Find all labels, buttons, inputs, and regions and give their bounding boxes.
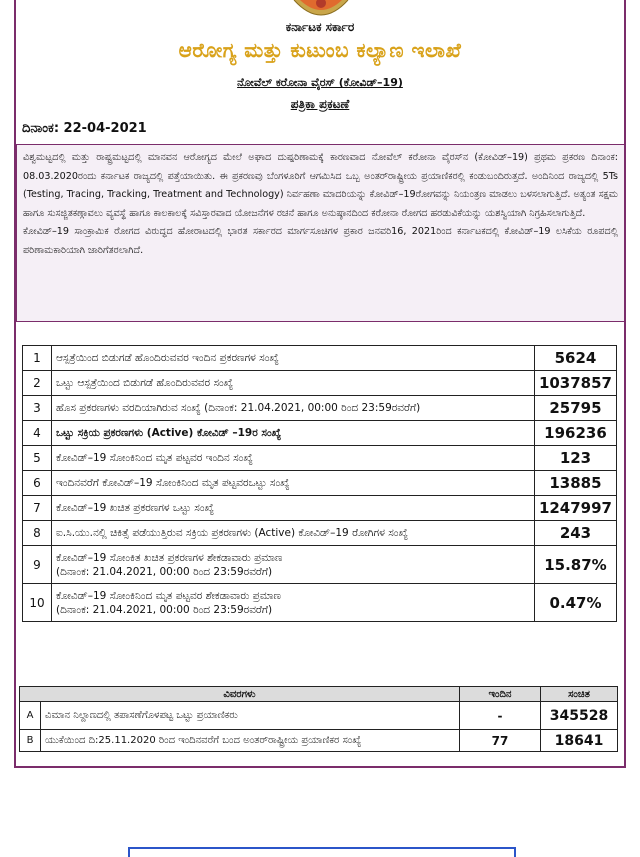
- press-release-title: [0, 97, 640, 112]
- karnataka-emblem-icon: [290, 0, 352, 20]
- row-description-line: ಕೋವಿಡ್–19 ಸೋಂಕಿತ ಖಚಿತ ಪ್ರಕರಣಗಳ ಶೇಕಡಾವಾರು ಪ್ರಮಾಣ: [56, 551, 283, 564]
- subject-text: ನೋವೆಲ್ ಕರೋನಾ ವೈರಸ್ (ಕೋವಿಡ್–19): [237, 76, 403, 89]
- row-value: 196236: [534, 421, 616, 446]
- row-number: 10: [23, 584, 52, 622]
- table-row: [23, 471, 617, 496]
- table-row: [23, 371, 617, 396]
- intro-paragraph: ವಿಶ್ವಮಟ್ಟದಲ್ಲಿ ಮತ್ತು ರಾಷ್ಟ್ರಮಟ್ಟದಲ್ಲಿ ಮಾನವನ ಆರೋಗ್ಯದ ಮೇಲೆ ಅಘಾದ ದುಷ್ಪರಿಣಾಮಕ್ಕೆ ಕಾರಣವಾದ ನೋವೆಲ್ ಕರೋನಾ ವೈರಸ್‌ನ (ಕೋವಿಡ್–19) ಪ್ರಥಮ ಪ್ರಕರಣ ದಿನಾಂಕ: 08.03.2020ರಂದು ಕರ್ನಾಟಕ ರಾಜ್ಯದಲ್ಲಿ ಪತ್ತೆಯಾಯಿತು. ಈ ಪ್ರಕರಣವು ಬೆಂಗಳೂರಿಗೆ ಆಗಮಿಸಿದ ಒಬ್ಬ ಅಂತರ್‌ರಾಷ್ಟ್ರೀಯ ಪ್ರಯಾಣಿಕರಲ್ಲಿ ಕಂಡುಬಂದಿರುತ್ತದೆ. ಅಂದಿನಿಂದ ರಾಜ್ಯದಲ್ಲಿ 5Ts (Testing, Tracing, Tracking, Treatment and Technology) ನಿರ್ವಹಣಾ ಮಾದರಿಯನ್ನು ಕೋವಿಡ್–19ರೋಗವನ್ನು ನಿಯಂತ್ರಣ ಮಾಡಲು ಬಳಸಲಾಗುತ್ತಿದೆ. ಅತ್ಯಂತ ಸಕ್ಷಮ ಹಾಗೂ ಸುಸಜ್ಜಿತಕಣ್ಗಾವಲು ವ್ಯವಸ್ಥೆ ಹಾಗೂ ಕಾಲಕಾಲಕ್ಕೆ ಸವಿಸ್ತಾರವಾದ ಯೋಜನೆಗಳ ರಚನೆ ಹಾಗೂ ಅನುಷ್ಠಾನದಿಂದ ಕರೋನಾ ರೋಗದ ಹರಡುವಿಕೆಯನ್ನು ಯಶಸ್ವಿಯಾಗಿ ನಿಗ್ರಹಿಸಲಾಗುತ್ತಿದೆ.: [23, 152, 618, 219]
- row-value: 243: [534, 521, 616, 546]
- release-date: ದಿನಾಂಕ: 22-04-2021: [22, 121, 147, 136]
- row-letter: A: [20, 702, 41, 730]
- table-row: [23, 396, 617, 421]
- row-number: 9: [23, 546, 52, 584]
- row-description-date: (ದಿನಾಂಕ: 21.04.2021, 00:00 ರಿಂದ 23:59ರವರೆಗೆ): [56, 565, 273, 578]
- table-row: [23, 584, 617, 622]
- row-value: 15.87%: [534, 546, 616, 584]
- table-row: [23, 346, 617, 371]
- table-header-row: [20, 687, 618, 702]
- intro-paragraph: ಕೋವಿಡ್–19 ಸಾಂಕ್ರಾಮಿಕ ರೋಗದ ವಿರುದ್ಧದ ಹೋರಾಟದಲ್ಲಿ ಭಾರತ ಸರ್ಕಾರದ ಮಾರ್ಗಸೂಚಿಗಳ ಪ್ರಕಾರ ಜನವರಿ16, 2021ರಿಂದ ಕರ್ನಾಟಕದಲ್ಲಿ ಕೋವಿಡ್–19 ಲಸಿಕೆಯ ರೂಪದಲ್ಲಿ ಪರಿಣಾಮಕಾರಿಯಾಗಿ ಜಾರಿಗೆತರಲಾಗಿದೆ.: [23, 226, 618, 256]
- row-number: 4: [23, 421, 52, 446]
- header-today: ಇಂದಿನ: [460, 687, 541, 702]
- row-description: ಐ.ಸಿ.ಯು.ನಲ್ಲಿ ಚಿಕಿತ್ಸೆ ಪಡೆಯುತ್ತಿರುವ ಸಕ್ರಿಯ ಪ್ರಕರಣಗಳು (Active) ಕೋವಿಡ್–19 ರೋಗಿಗಳ ಸಂಖ್ಯೆ: [52, 521, 535, 546]
- table-row: [20, 730, 618, 752]
- row-value: 5624: [534, 346, 616, 371]
- row-description: [52, 546, 535, 584]
- row-description: ಹೊಸ ಪ್ರಕರಣಗಳು ವರದಿಯಾಗಿರುವ ಸಂಖ್ಯೆ (ದಿನಾಂಕ: 21.04.2021, 00:00 ರಿಂದ 23:59ರವರೆಗೆ): [52, 396, 535, 421]
- row-value: 1037857: [534, 371, 616, 396]
- row-value: 13885: [534, 471, 616, 496]
- row-value: 1247997: [534, 496, 616, 521]
- row-number: 8: [23, 521, 52, 546]
- table-row: [23, 496, 617, 521]
- table-row: [23, 521, 617, 546]
- row-today: 77: [460, 730, 541, 752]
- covid-stats-table: [22, 345, 617, 622]
- row-number: 5: [23, 446, 52, 471]
- row-value: 25795: [534, 396, 616, 421]
- row-today: -: [460, 702, 541, 730]
- row-total: 18641: [541, 730, 618, 752]
- row-description: ಯುಕೆಯಿಂದ ದಿ:25.11.2020 ರಿಂದ ಇಂದಿನವರೆಗೆ ಬಂದ ಅಂತರ್‌ರಾಷ್ಟ್ರೀಯ ಪ್ರಯಾಣಿಕರ ಸಂಖ್ಯೆ: [41, 730, 460, 752]
- row-number: 1: [23, 346, 52, 371]
- row-description: ಒಟ್ಟು ಆಸ್ಪತ್ರೆಯಿಂದ ಬಿಡುಗಡೆ ಹೊಂದಿರುವವರ ಸಂಖ್ಯೆ: [52, 371, 535, 396]
- row-number: 6: [23, 471, 52, 496]
- row-description: ಕೋವಿಡ್–19 ಖಚಿತ ಪ್ರಕರಣಗಳ ಒಟ್ಟು ಸಂಖ್ಯೆ: [52, 496, 535, 521]
- row-total: 345528: [541, 702, 618, 730]
- row-number: 2: [23, 371, 52, 396]
- row-value: 0.47%: [534, 584, 616, 622]
- travel-summary-table: [19, 686, 618, 752]
- row-number: 7: [23, 496, 52, 521]
- row-description: ಒಟ್ಟು ಸಕ್ರಿಯ ಪ್ರಕರಣಗಳು (Active) ಕೋವಿಡ್ –19ರ ಸಂಖ್ಯೆ: [52, 421, 535, 446]
- next-page-box: [128, 847, 516, 857]
- table-row: [23, 446, 617, 471]
- subject-line: [0, 76, 640, 90]
- row-description: ಆಸ್ಪತ್ರೆಯಿಂದ ಬಿಡುಗಡೆ ಹೊಂದಿರುವವರ ಇಂದಿನ ಪ್ರಕರಣಗಳ ಸಂಖ್ಯೆ: [52, 346, 535, 371]
- row-description-line: ಕೋವಿಡ್–19 ಸೋಂಕಿನಿಂದ ಮೃತ ಪಟ್ಟವರ ಶೇಕಡಾವಾರು ಪ್ರಮಾಣ: [56, 589, 281, 602]
- header-cumulative: ಸಂಚಿತ: [541, 687, 618, 702]
- table-row: [23, 546, 617, 584]
- row-description: ಕೋವಿಡ್–19 ಸೋಂಕಿನಿಂದ ಮೃತ ಪಟ್ಟವರ ಇಂದಿನ ಸಂಖ್ಯೆ: [52, 446, 535, 471]
- department-title: ಆರೋಗ್ಯ ಮತ್ತು ಕುಟುಂಬ ಕಲ್ಯಾಣ ಇಲಾಖೆ: [178, 38, 462, 62]
- row-letter: B: [20, 730, 41, 752]
- row-description: ವಿಮಾನ ನಿಲ್ದಾಣದಲ್ಲಿ ತಪಾಸಣೆಗೊಳಪಟ್ಟ ಒಟ್ಟು ಪ್ರಯಾಣಿಕರು: [41, 702, 460, 730]
- header-details: ವಿವರಗಳು: [20, 687, 460, 702]
- row-number: 3: [23, 396, 52, 421]
- row-description: [52, 584, 535, 622]
- intro-box: [16, 144, 625, 322]
- government-name: ಕರ್ನಾಟಕ ಸರ್ಕಾರ: [285, 20, 355, 34]
- row-description: ಇಂದಿನವರೆಗೆ ಕೋವಿಡ್–19 ಸೋಂಕಿನಿಂದ ಮೃತ ಪಟ್ಟವರಒಟ್ಟು ಸಂಖ್ಯೆ: [52, 471, 535, 496]
- press-release-text: ಪತ್ರಿಕಾ ಪ್ರಕಟಣೆ: [290, 97, 350, 111]
- table-row: [23, 421, 617, 446]
- row-value: 123: [534, 446, 616, 471]
- row-description-date: (ದಿನಾಂಕ: 21.04.2021, 00:00 ರಿಂದ 23:59ರವರೆಗೆ): [56, 603, 273, 616]
- table-row: [20, 702, 618, 730]
